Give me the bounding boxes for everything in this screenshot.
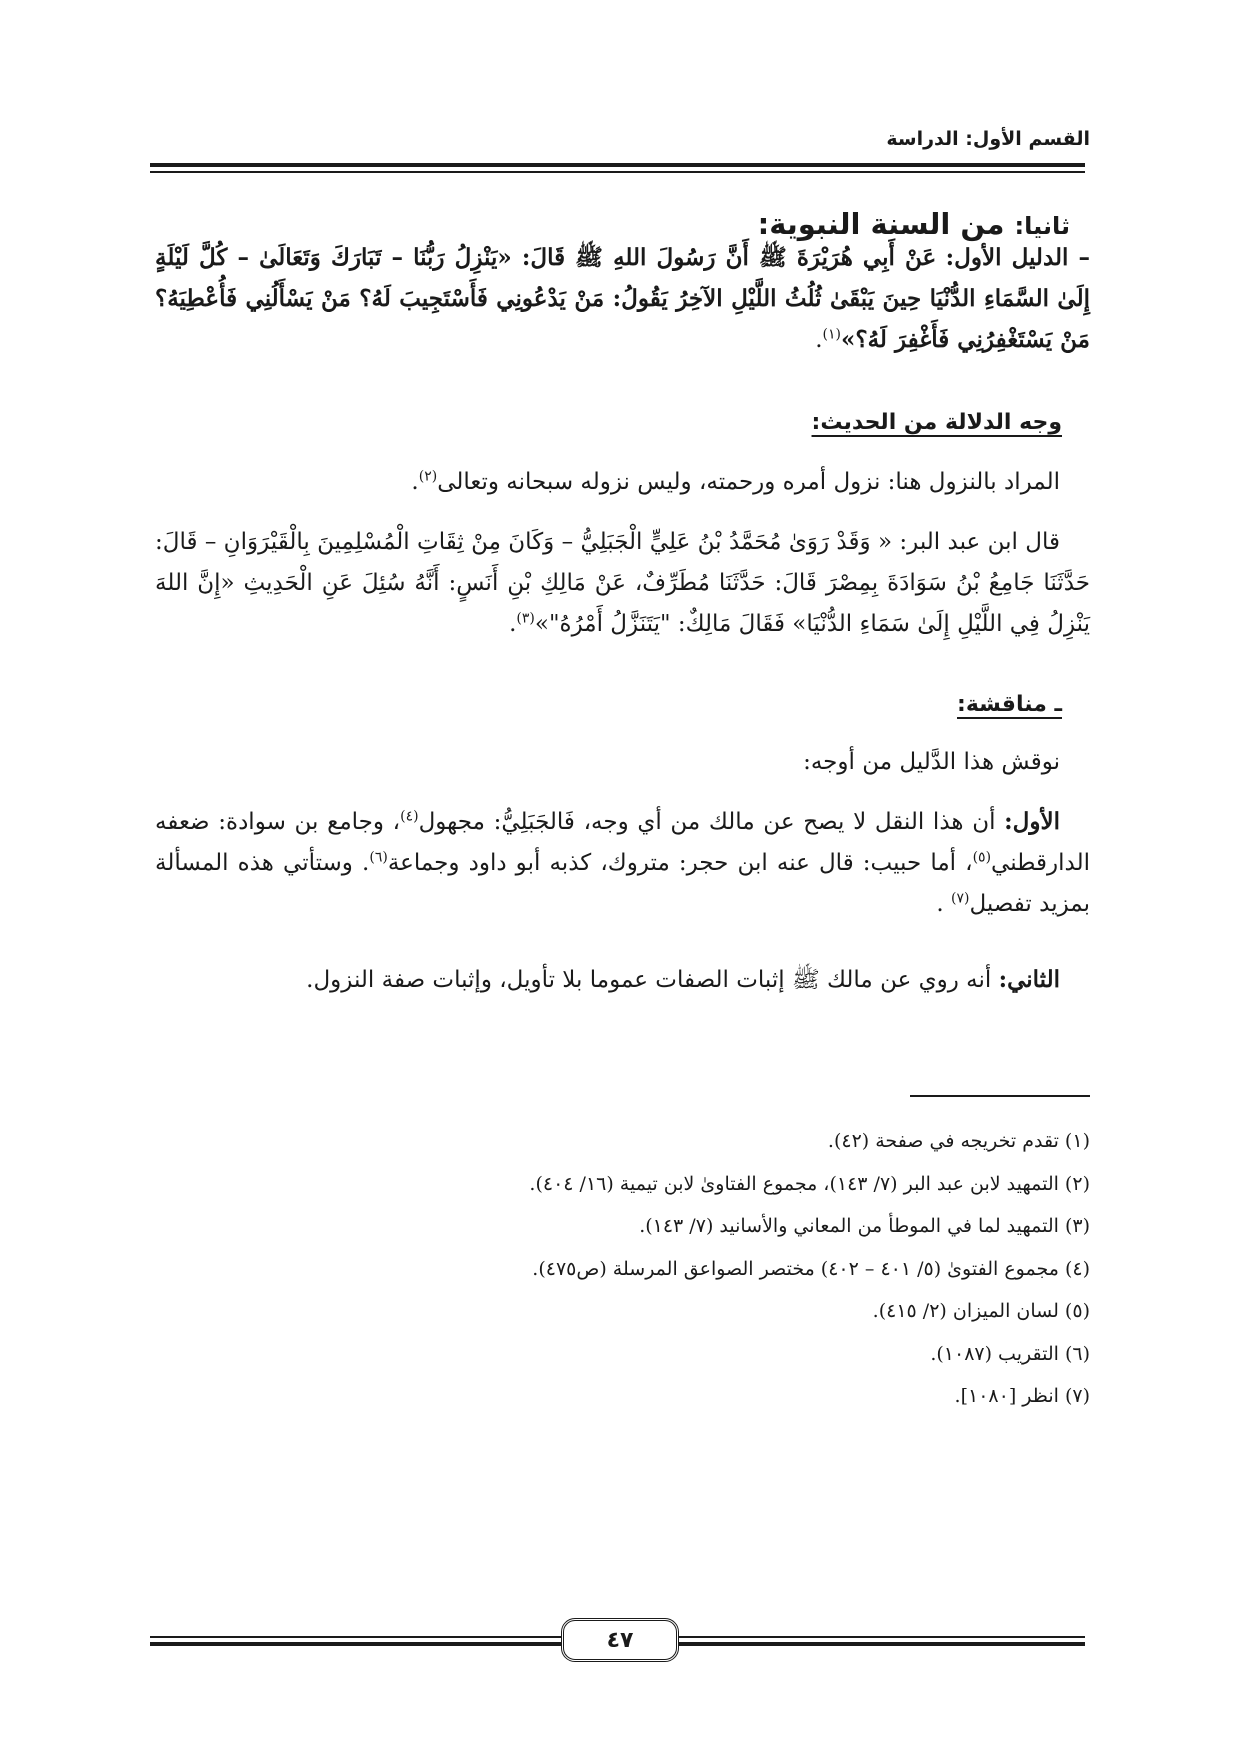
second-point-paragraph [155, 960, 1090, 1001]
discussion-heading: ـ مناقشة: [957, 692, 1062, 717]
footnote-4: (٤) مجموع الفتوىٰ (٥/ ٤٠١ – ٤٠٢) مختصر الصواعق المرسلة (ص٤٧٥). [532, 1257, 1090, 1280]
ibn-abd-al-barr-end: . [509, 610, 517, 637]
discussion-intro [155, 742, 1090, 783]
footnote-7: (٧) انظر [١٠٨٠]. [954, 1385, 1090, 1407]
footnote-1: (١) تقدم تخريجه في صفحة (٤٢). [827, 1130, 1090, 1152]
section-heading [758, 207, 1070, 241]
running-head: القسم الأول: الدراسة [886, 128, 1090, 150]
evidence-one-end: . [815, 326, 823, 353]
header-rule-thick [150, 163, 1085, 167]
footnote-ref-2: (٢) [418, 468, 438, 485]
evidence-one-paragraph [155, 238, 1090, 361]
meaning-paragraph [155, 462, 1090, 503]
footnote-ref-3: (٣) [516, 610, 535, 627]
footnote-ref-4: (٤) [400, 808, 419, 825]
first-point-text-d: . وستأتي هذه المسألة بمزيد تفصيل [155, 849, 1090, 917]
first-point-text-a: أن هذا النقل لا يصح عن مالك من أي وجه، فَالجَبَلِيُّ: مجهول [418, 809, 996, 835]
meaning-end: . [411, 469, 419, 495]
second-point-label: الثاني: [998, 966, 1060, 993]
first-point-text-b: ، وجامع بن سوادة: ضعفه الدارقطني [155, 809, 1090, 876]
footnote-ref-1: (١) [822, 326, 842, 343]
evidence-one-intro: – الدليل الأول: [945, 244, 1091, 271]
footnote-6: (٦) التقريب (١٠٨٧). [930, 1342, 1090, 1365]
ibn-abd-al-barr-text: قال ابن عبد البر: « وَقَدْ رَوَىٰ مُحَمَّدُ بْنُ عَلِيٍّ الْجَبَلِيُّ – وَكَانَ مِنْ ثِقَاتِ الْمُسْلِمِينَ بِالْقَيْرَوَانِ – قَالَ: حَدَّثَنَا جَامِعُ بْنُ سَوَادَةَ بِمِصْرَ قَالَ: حَدَّثَنَا مُطَرِّفٌ، عَنْ مَالِكِ بْنِ أَنَسٍ: أَنَّهُ سُئِلَ عَنِ الْحَدِيثِ «إِنَّ اللهَ يَنْزِلُ فِي اللَّيْلِ إِلَىٰ سَمَاءِ الدُّنْيَا» فَقَالَ مَالِكٌ: "يَتَنَزَّلُ أَمْرُهُ"» [155, 529, 1090, 637]
footnote-ref-6: (٦) [369, 849, 388, 866]
footnotes-list [155, 1120, 1090, 1418]
footnote-5: (٥) لسان الميزان (٢/ ٤١٥). [872, 1300, 1090, 1322]
footnote-ref-5: (٥) [972, 849, 992, 866]
first-point-text-c: ، أما حبيب: قال عنه ابن حجر: متروك، كذبه أبو داود وجماعة [387, 849, 973, 876]
page-number: ٤٧ [561, 1618, 679, 1662]
indication-heading: وجه الدلالة من الحديث: [811, 410, 1062, 435]
first-point-text-e: . [936, 890, 952, 917]
footnote-3: (٣) التمهيد لما في الموطأ من المعاني والأسانيد (٧/ ١٤٣). [639, 1215, 1090, 1237]
header-rule-thin [150, 171, 1085, 173]
section-heading-prefix: ثانيا: [1014, 212, 1070, 240]
first-point-label: الأول: [1004, 808, 1060, 835]
second-point-text: أنه روي عن مالك ﷺ إثبات الصفات عموما بلا تأويل، وإثبات صفة النزول. [306, 967, 992, 993]
evidence-one-hadith: عَنْ أَبِي هُرَيْرَةَ ﷺ أَنَّ رَسُولَ اللهِ ﷺ قَالَ: «يَنْزِلُ رَبُّنَا – تَبَارَكَ وَتَعَالَىٰ – كُلَّ لَيْلَةٍ إِلَىٰ السَّمَاءِ الدُّنْيَا حِينَ يَبْقَىٰ ثُلُثُ اللَّيْلِ الآخِرُ يَقُولُ: مَنْ يَدْعُونِي فَأَسْتَجِيبَ لَهُ؟ مَنْ يَسْأَلُنِي فَأُعْطِيَهُ؟ مَنْ يَسْتَغْفِرُنِي فَأَغْفِرَ لَهُ؟» [155, 244, 1090, 353]
discussion-intro-text: نوقش هذا الدَّليل من أوجه: [803, 749, 1060, 775]
footnote-2: (٢) التمهيد لابن عبد البر (٧/ ١٤٣)، مجموع الفتاوىٰ لابن تيمية (١٦/ ٤٠٤). [529, 1172, 1090, 1195]
meaning-text: المراد بالنزول هنا: نزول أمره ورحمته، وليس نزوله سبحانه وتعالى [437, 469, 1060, 495]
first-point-paragraph [155, 802, 1090, 925]
footnote-separator [910, 1095, 1090, 1097]
ibn-abd-al-barr-paragraph [155, 522, 1090, 645]
section-heading-title: من السنة النبوية: [757, 207, 1005, 241]
footnote-ref-7: (٧) [951, 890, 970, 907]
